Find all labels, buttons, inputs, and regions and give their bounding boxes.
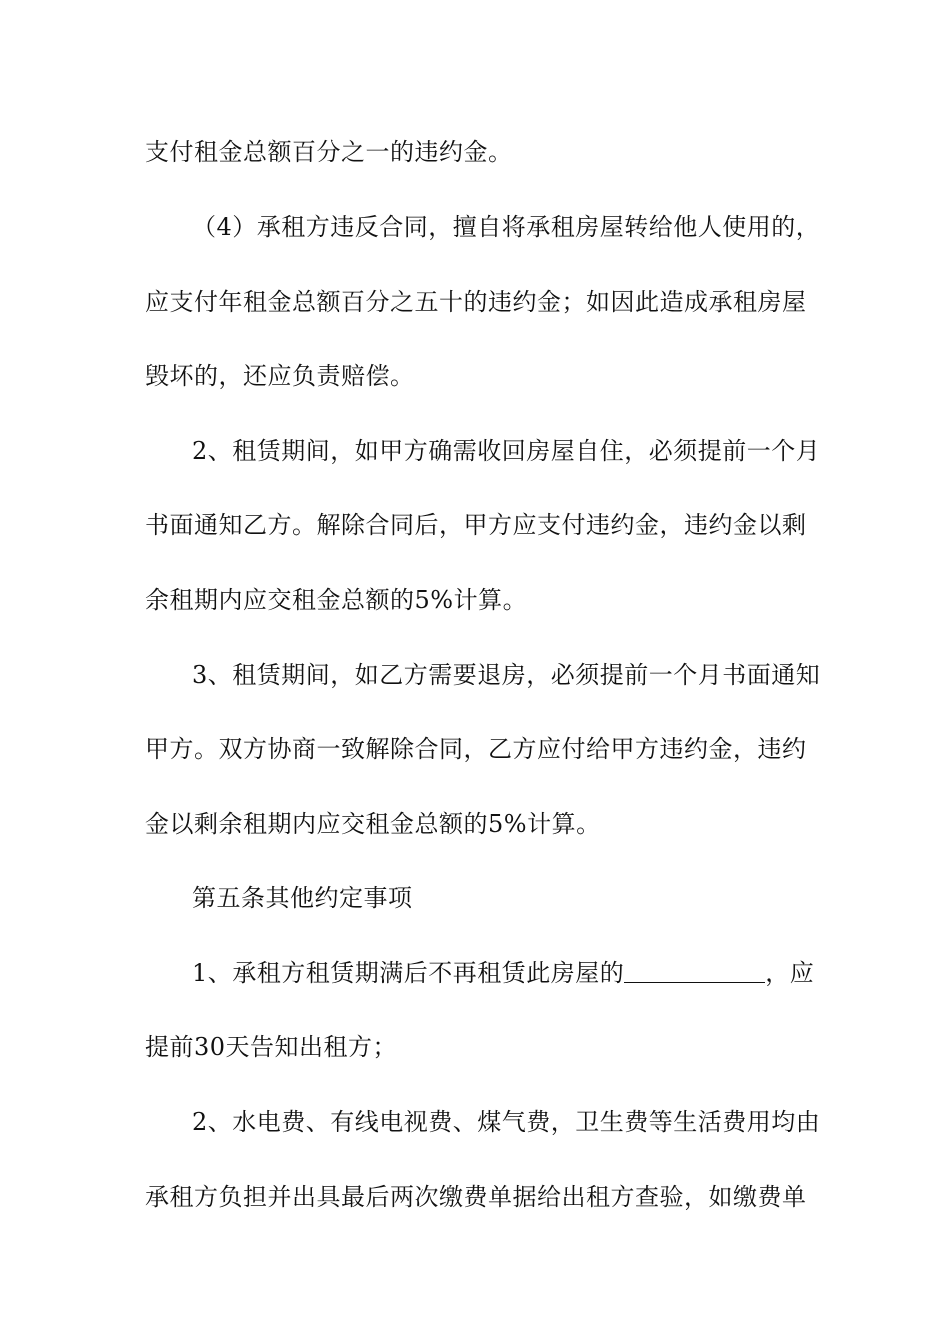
text-line: 3、租赁期间，如乙方需要退房，必须提前一个月书面通知	[192, 661, 821, 689]
text-line: 承租方负担并出具最后两次缴费单据给出租方查验，如缴费单	[145, 1183, 807, 1211]
text-line: 甲方。双方协商一致解除合同，乙方应付给甲方违约金，违约	[145, 735, 807, 763]
text-line: 应支付年租金总额百分之五十的违约金；如因此造成承租房屋	[145, 288, 807, 316]
fill-in-blank	[624, 958, 765, 983]
text-line: 金以剩余租期内应交租金总额的5%计算。	[145, 810, 601, 838]
text-line: 毁坏的，还应负责赔偿。	[145, 362, 415, 390]
text-line: 书面通知乙方。解除合同后，甲方应支付违约金，违约金以剩	[145, 511, 807, 539]
text-line: （4）承租方违反合同，擅自将承租房屋转给他人使用的，	[192, 213, 821, 241]
text-line: 支付租金总额百分之一的违约金。	[145, 138, 513, 166]
text-line: 2、水电费、有线电视费、煤气费，卫生费等生活费用均由	[192, 1108, 821, 1136]
text-segment: ，应	[765, 959, 815, 987]
text-line: 2、租赁期间，如甲方确需收回房屋自住，必须提前一个月	[192, 437, 821, 465]
text-line-with-blank	[192, 958, 814, 988]
text-line: 提前30天告知出租方；	[145, 1033, 398, 1061]
section-heading: 第五条其他约定事项	[192, 884, 413, 912]
text-line: 余租期内应交租金总额的5%计算。	[145, 586, 528, 614]
text-segment: 1、承租方租赁期满后不再租赁此房屋的	[192, 959, 625, 987]
